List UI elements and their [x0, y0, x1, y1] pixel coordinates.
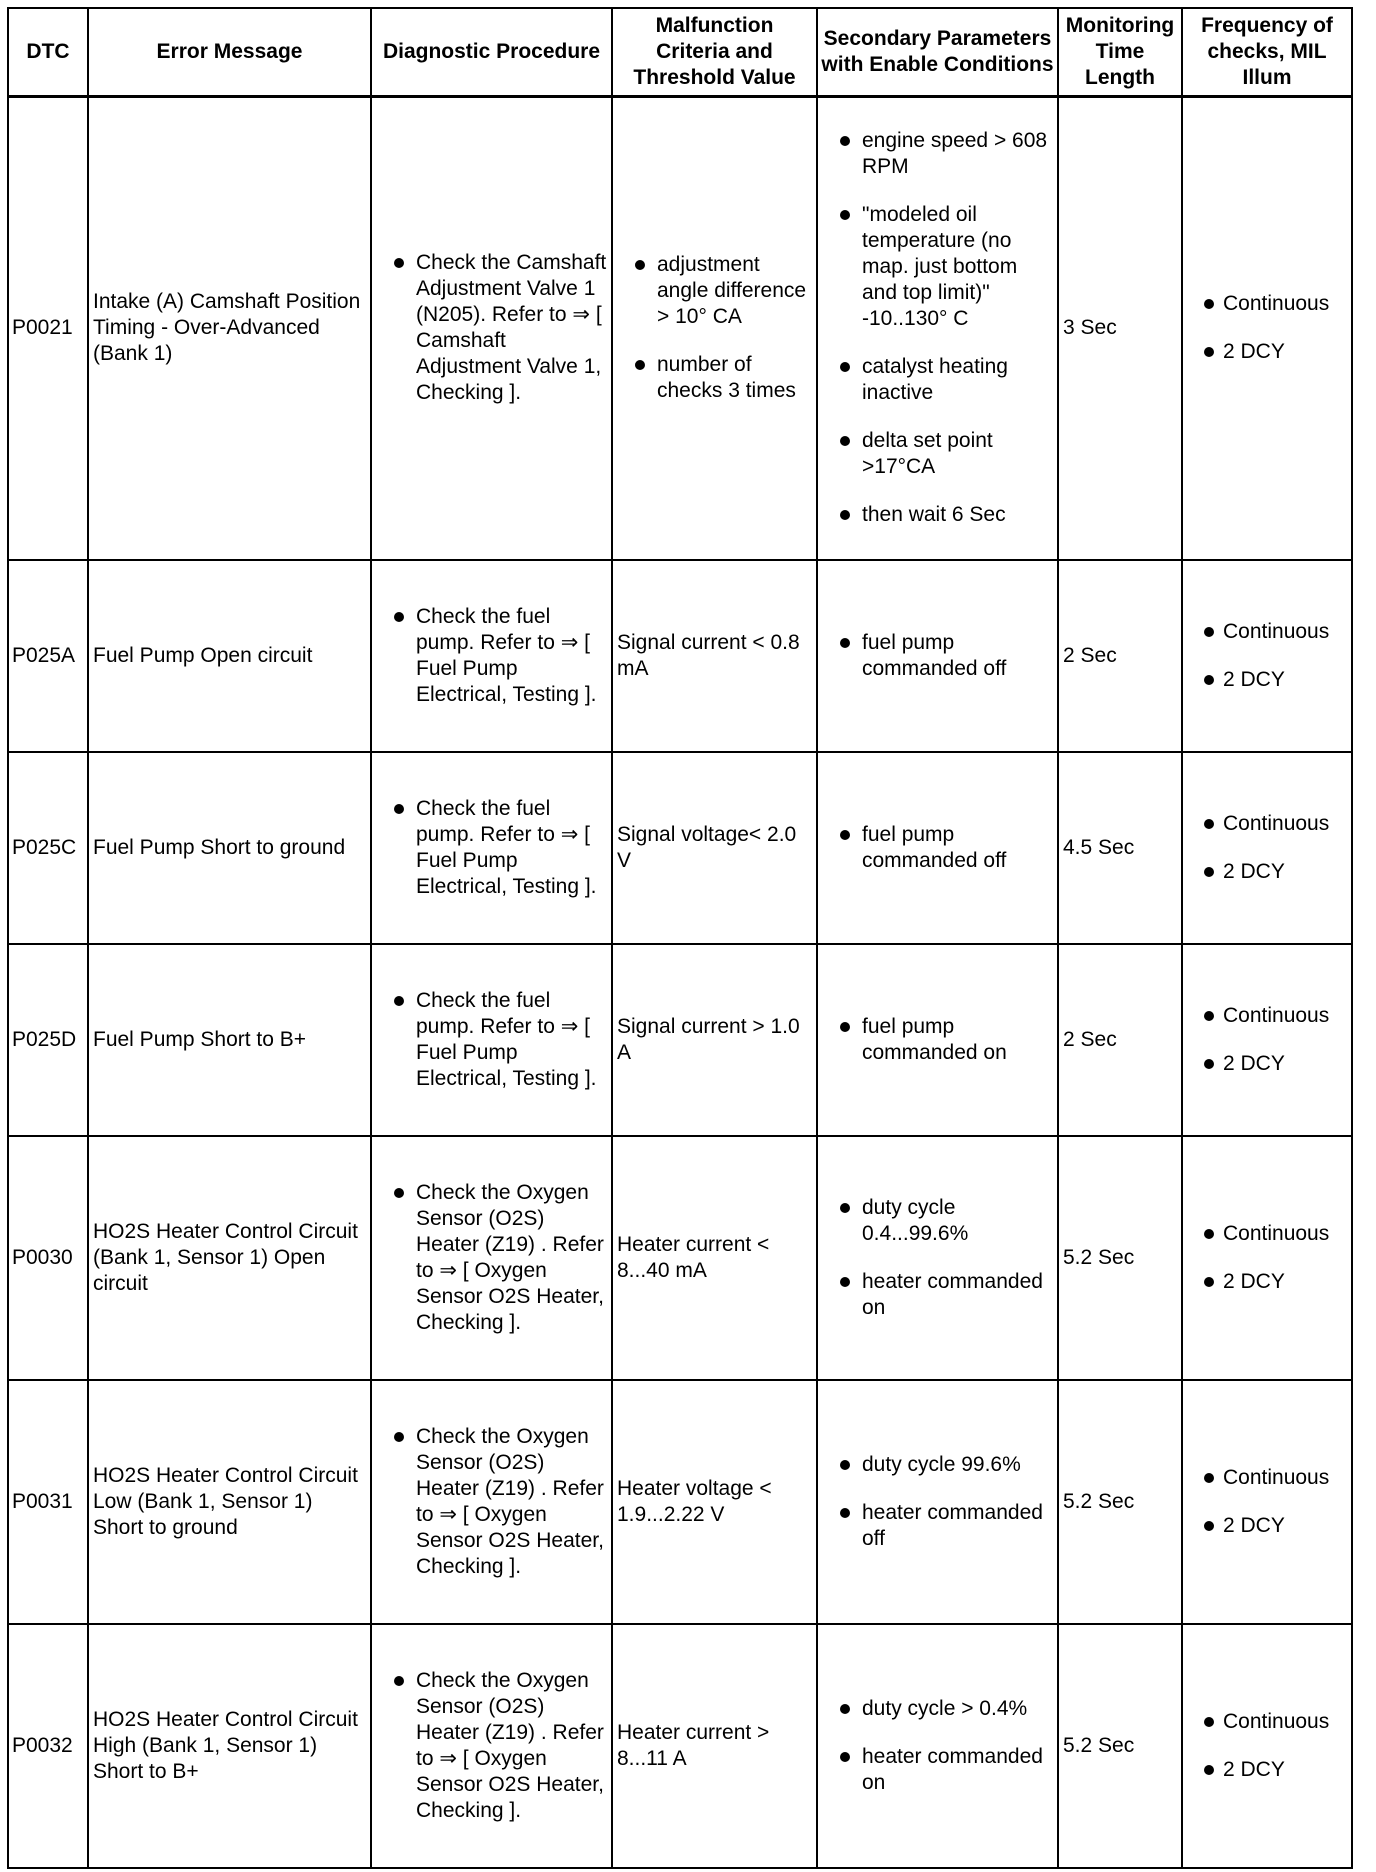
frequency — [1182, 1624, 1352, 1868]
dtc-code: P025D — [8, 944, 88, 1136]
procedure-item: Check the Oxygen Sensor (O2S) Heater (Z19) . Refer to ⇒ [ Oxygen Sensor O2S Heater, Checking ]. — [376, 1180, 607, 1336]
secondary-parameters — [817, 1624, 1058, 1868]
table-row — [8, 1624, 1352, 1868]
secondary-item: heater commanded on — [822, 1744, 1053, 1796]
error-message: HO2S Heater Control Circuit High (Bank 1, Sensor 1) Short to B+ — [88, 1624, 371, 1868]
frequency-item: Continuous — [1187, 619, 1347, 645]
frequency-list — [1187, 291, 1347, 365]
dtc-table — [7, 7, 1353, 1869]
criteria-item: adjustment angle difference > 10° CA — [617, 252, 812, 330]
frequency-item: 2 DCY — [1187, 859, 1347, 885]
secondary-parameters-list — [822, 822, 1053, 874]
frequency-item: Continuous — [1187, 1003, 1347, 1029]
header-error-message: Error Message — [88, 8, 371, 96]
dtc-code: P025C — [8, 752, 88, 944]
secondary-item: "modeled oil temperature (no map. just bottom and top limit)" -10..130° C — [822, 202, 1053, 332]
frequency-list — [1187, 1221, 1347, 1295]
secondary-parameters-list — [822, 1452, 1053, 1552]
malfunction-criteria: Signal current < 0.8 mA — [612, 560, 817, 752]
frequency — [1182, 752, 1352, 944]
table-row — [8, 1380, 1352, 1624]
monitoring-time: 2 Sec — [1058, 944, 1182, 1136]
frequency-item: 2 DCY — [1187, 667, 1347, 693]
monitoring-time: 5.2 Sec — [1058, 1380, 1182, 1624]
diagnostic-procedure — [371, 752, 612, 944]
dtc-code: P0031 — [8, 1380, 88, 1624]
secondary-parameters — [817, 96, 1058, 560]
secondary-parameters — [817, 752, 1058, 944]
frequency-item: Continuous — [1187, 811, 1347, 837]
dtc-code: P025A — [8, 560, 88, 752]
frequency-item: Continuous — [1187, 1465, 1347, 1491]
error-message: Fuel Pump Short to B+ — [88, 944, 371, 1136]
malfunction-criteria-list — [617, 252, 812, 404]
frequency — [1182, 560, 1352, 752]
criteria-item: number of checks 3 times — [617, 352, 812, 404]
malfunction-criteria: Heater voltage < 1.9...2.22 V — [612, 1380, 817, 1624]
secondary-item: fuel pump commanded off — [822, 822, 1053, 874]
frequency — [1182, 1380, 1352, 1624]
frequency-item: Continuous — [1187, 1221, 1347, 1247]
dtc-code: P0032 — [8, 1624, 88, 1868]
header-monitoring-time: Monitoring Time Length — [1058, 8, 1182, 96]
secondary-item: catalyst heating inactive — [822, 354, 1053, 406]
procedure-item: Check the fuel pump. Refer to ⇒ [ Fuel Pump Electrical, Testing ]. — [376, 604, 607, 708]
header-malfunction-criteria: Malfunction Criteria and Threshold Value — [612, 8, 817, 96]
frequency-list — [1187, 1003, 1347, 1077]
header-frequency: Frequency of checks, MIL Illum — [1182, 8, 1352, 96]
procedure-item: Check the fuel pump. Refer to ⇒ [ Fuel Pump Electrical, Testing ]. — [376, 988, 607, 1092]
secondary-parameters — [817, 560, 1058, 752]
malfunction-criteria: Heater current > 8...11 A — [612, 1624, 817, 1868]
table-row — [8, 1136, 1352, 1380]
diagnostic-procedure-list — [376, 1424, 607, 1580]
secondary-parameters — [817, 1380, 1058, 1624]
frequency — [1182, 96, 1352, 560]
procedure-item: Check the Camshaft Adjustment Valve 1 (N205). Refer to ⇒ [ Camshaft Adjustment Valve 1, Checking ]. — [376, 250, 607, 406]
frequency-list — [1187, 811, 1347, 885]
frequency-item: 2 DCY — [1187, 1051, 1347, 1077]
frequency-list — [1187, 1709, 1347, 1783]
procedure-item: Check the Oxygen Sensor (O2S) Heater (Z19) . Refer to ⇒ [ Oxygen Sensor O2S Heater, Checking ]. — [376, 1668, 607, 1824]
table-body — [8, 96, 1352, 1868]
diagnostic-procedure-list — [376, 604, 607, 708]
secondary-item: duty cycle > 0.4% — [822, 1696, 1053, 1722]
table-row — [8, 752, 1352, 944]
error-message: Intake (A) Camshaft Position Timing - Over-Advanced (Bank 1) — [88, 96, 371, 560]
frequency — [1182, 944, 1352, 1136]
monitoring-time: 4.5 Sec — [1058, 752, 1182, 944]
secondary-parameters-list — [822, 1696, 1053, 1796]
diagnostic-procedure-list — [376, 250, 607, 406]
diagnostic-procedure — [371, 1380, 612, 1624]
malfunction-criteria: Signal voltage< 2.0 V — [612, 752, 817, 944]
secondary-item: heater commanded off — [822, 1500, 1053, 1552]
diagnostic-procedure — [371, 1136, 612, 1380]
secondary-item: fuel pump commanded off — [822, 630, 1053, 682]
monitoring-time: 5.2 Sec — [1058, 1624, 1182, 1868]
secondary-item: then wait 6 Sec — [822, 502, 1053, 528]
secondary-parameters — [817, 944, 1058, 1136]
dtc-code: P0021 — [8, 96, 88, 560]
error-message: HO2S Heater Control Circuit Low (Bank 1, Sensor 1) Short to ground — [88, 1380, 371, 1624]
secondary-parameters-list — [822, 630, 1053, 682]
secondary-item: duty cycle 99.6% — [822, 1452, 1053, 1478]
frequency — [1182, 1136, 1352, 1380]
table-row — [8, 96, 1352, 560]
diagnostic-procedure-list — [376, 1180, 607, 1336]
diagnostic-procedure — [371, 96, 612, 560]
frequency-item: 2 DCY — [1187, 1757, 1347, 1783]
diagnostic-procedure-list — [376, 796, 607, 900]
table-row — [8, 560, 1352, 752]
error-message: Fuel Pump Open circuit — [88, 560, 371, 752]
frequency-item: 2 DCY — [1187, 339, 1347, 365]
frequency-item: 2 DCY — [1187, 1269, 1347, 1295]
frequency-list — [1187, 619, 1347, 693]
secondary-item: delta set point >17°CA — [822, 428, 1053, 480]
header-dtc: DTC — [8, 8, 88, 96]
diagnostic-procedure — [371, 1624, 612, 1868]
frequency-item: 2 DCY — [1187, 1513, 1347, 1539]
monitoring-time: 2 Sec — [1058, 560, 1182, 752]
secondary-parameters-list — [822, 1195, 1053, 1321]
procedure-item: Check the Oxygen Sensor (O2S) Heater (Z19) . Refer to ⇒ [ Oxygen Sensor O2S Heater, Checking ]. — [376, 1424, 607, 1580]
monitoring-time: 5.2 Sec — [1058, 1136, 1182, 1380]
diagnostic-procedure-list — [376, 988, 607, 1092]
secondary-item: fuel pump commanded on — [822, 1014, 1053, 1066]
error-message: HO2S Heater Control Circuit (Bank 1, Sensor 1) Open circuit — [88, 1136, 371, 1380]
malfunction-criteria: Heater current < 8...40 mA — [612, 1136, 817, 1380]
secondary-item: duty cycle 0.4...99.6% — [822, 1195, 1053, 1247]
frequency-list — [1187, 1465, 1347, 1539]
monitoring-time: 3 Sec — [1058, 96, 1182, 560]
secondary-parameters-list — [822, 1014, 1053, 1066]
procedure-item: Check the fuel pump. Refer to ⇒ [ Fuel Pump Electrical, Testing ]. — [376, 796, 607, 900]
secondary-parameters-list — [822, 128, 1053, 528]
diagnostic-procedure — [371, 560, 612, 752]
malfunction-criteria — [612, 96, 817, 560]
dtc-code: P0030 — [8, 1136, 88, 1380]
table-row — [8, 944, 1352, 1136]
frequency-item: Continuous — [1187, 291, 1347, 317]
secondary-item: engine speed > 608 RPM — [822, 128, 1053, 180]
header-diagnostic-procedure: Diagnostic Procedure — [371, 8, 612, 96]
diagnostic-procedure — [371, 944, 612, 1136]
diagnostic-procedure-list — [376, 1668, 607, 1824]
header-row — [8, 8, 1352, 96]
secondary-item: heater commanded on — [822, 1269, 1053, 1321]
secondary-parameters — [817, 1136, 1058, 1380]
frequency-item: Continuous — [1187, 1709, 1347, 1735]
error-message: Fuel Pump Short to ground — [88, 752, 371, 944]
header-secondary-parameters: Secondary Parameters with Enable Conditions — [817, 8, 1058, 96]
malfunction-criteria: Signal current > 1.0 A — [612, 944, 817, 1136]
